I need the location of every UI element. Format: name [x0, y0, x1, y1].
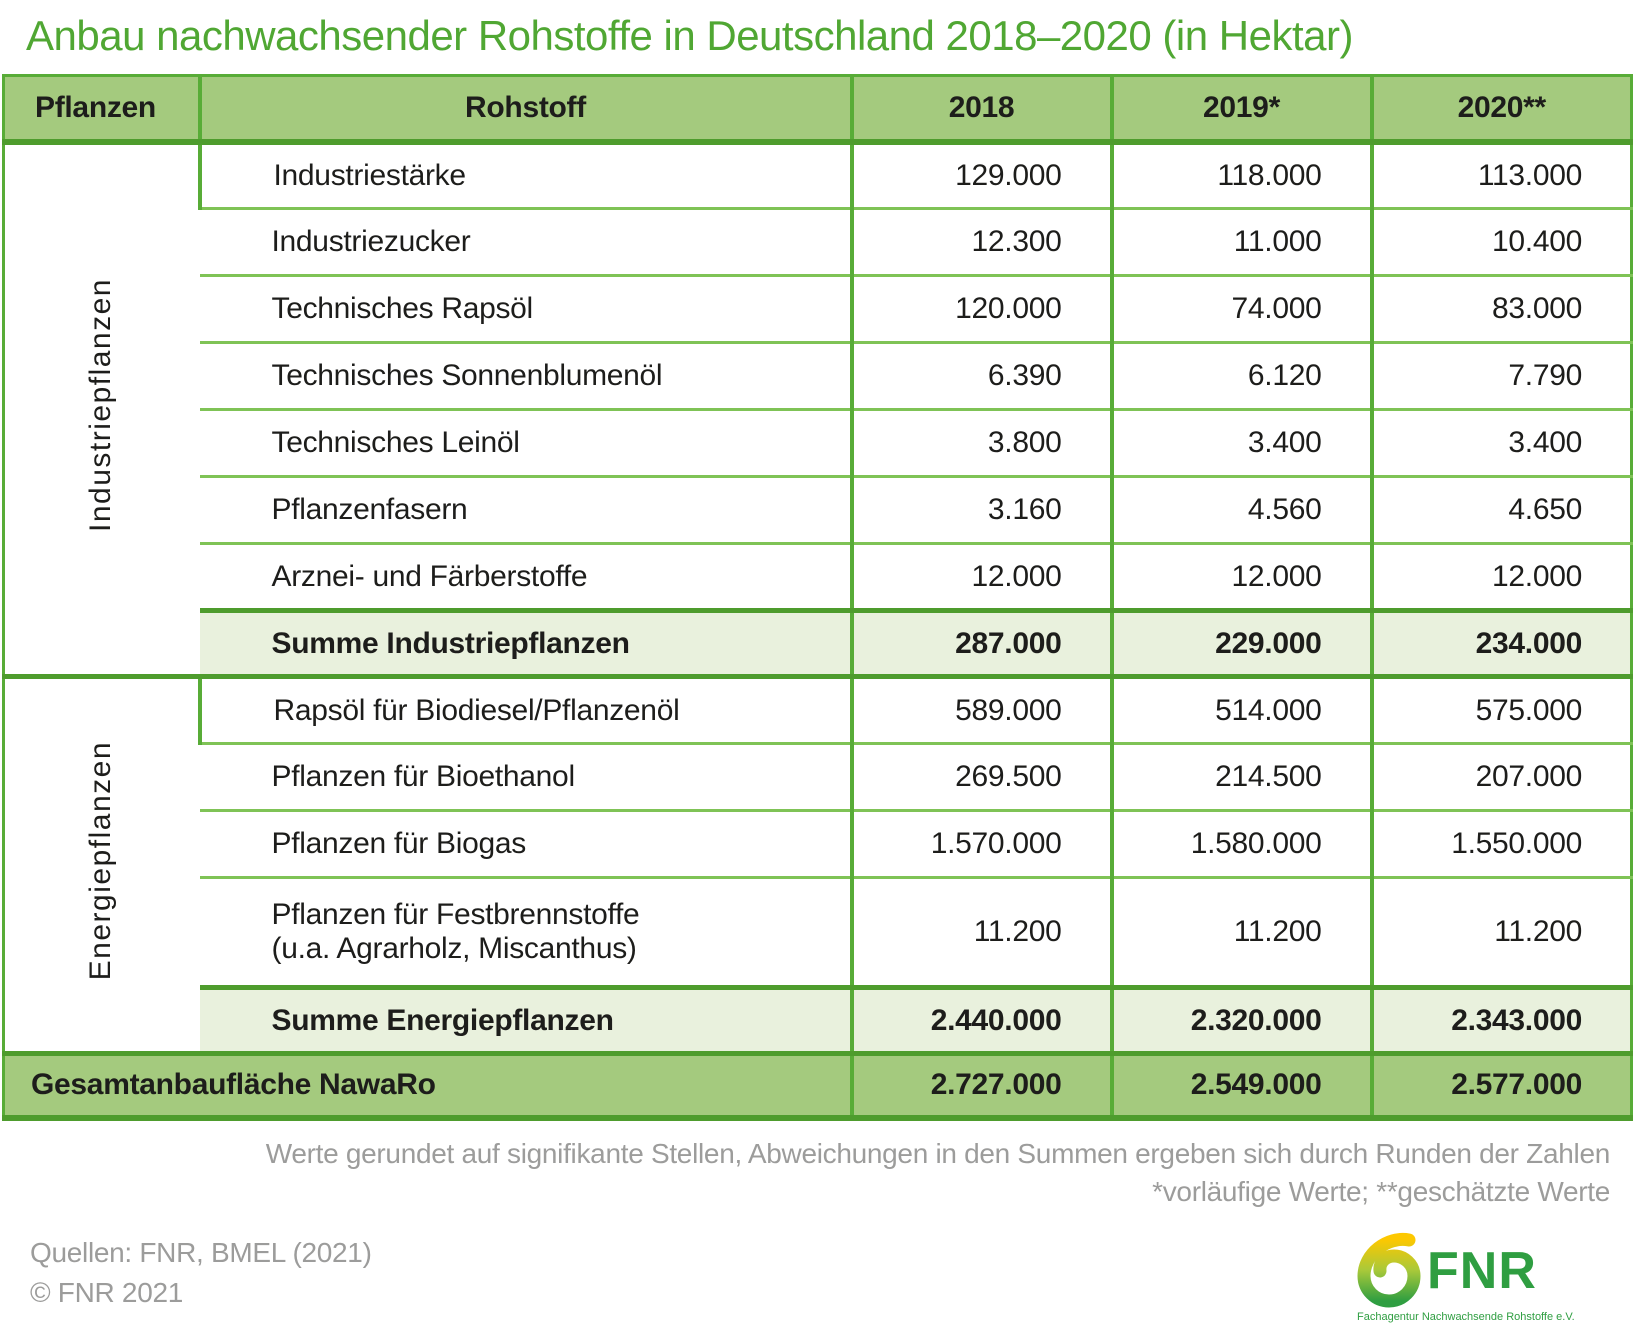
table-row: [4, 343, 1632, 410]
nawaro-area-table: [2, 74, 1633, 1121]
footnote-asterisks: *vorläufige Werte; **geschätzte Werte: [1152, 1175, 1610, 1207]
cell-value-2018: 12.300: [852, 209, 1112, 276]
cell-rohstoff: Technisches Leinöl: [200, 410, 852, 477]
cell-rohstoff: Pflanzenfasern: [200, 477, 852, 544]
table-row: [4, 477, 1632, 544]
sources: [30, 1233, 372, 1313]
col-header-2018: 2018: [852, 76, 1112, 142]
cell-value-2019: 3.400: [1112, 410, 1372, 477]
table-header-row: [4, 76, 1632, 142]
cell-value-2020: 12.000: [1372, 544, 1632, 611]
table-row: [4, 544, 1632, 611]
bottom-row: [0, 1211, 1630, 1323]
cell-rohstoff: Rapsöl für Biodiesel/Pflanzenöl: [200, 677, 852, 744]
cell-value-2019: 4.560: [1112, 477, 1372, 544]
cell-rohstoff: Arznei- und Färberstoffe: [200, 544, 852, 611]
cell-value-2018: 12.000: [852, 544, 1112, 611]
cell-value-2018: 269.500: [852, 744, 1112, 811]
cell-value-2020: 11.200: [1372, 878, 1632, 988]
cell-value-2018: 3.160: [852, 477, 1112, 544]
sum-row-energiepflanzen: [4, 988, 1632, 1054]
table-row: [4, 677, 1632, 744]
cell-value-2020: 4.650: [1372, 477, 1632, 544]
sum-value-2020: 2.343.000: [1372, 988, 1632, 1054]
cell-value-2019: 12.000: [1112, 544, 1372, 611]
table-row: [4, 410, 1632, 477]
total-value-2019: 2.549.000: [1112, 1054, 1372, 1118]
cell-rohstoff: Pflanzen für Bioethanol: [200, 744, 852, 811]
sum-value-2018: 2.440.000: [852, 988, 1112, 1054]
cell-value-2020: 10.400: [1372, 209, 1632, 276]
cell-value-2018: 129.000: [852, 142, 1112, 209]
cell-value-2019: 214.500: [1112, 744, 1372, 811]
col-header-2019: 2019*: [1112, 76, 1372, 142]
cell-value-2019: 74.000: [1112, 276, 1372, 343]
table-row: [4, 744, 1632, 811]
rohstoff-line1: Pflanzen für Festbrennstoffe: [271, 898, 640, 931]
group-label-industriepflanzen: Industriepflanzen: [84, 278, 118, 533]
table-row: [4, 209, 1632, 276]
cell-value-2019: 11.200: [1112, 878, 1372, 988]
table-row: [4, 276, 1632, 343]
sum-value-2019: 2.320.000: [1112, 988, 1372, 1054]
group-label-energiepflanzen: Energiepflanzen: [84, 741, 118, 981]
group-cell-energiepflanzen: [4, 677, 200, 1054]
table-row: [4, 878, 1632, 988]
fnr-logo-text: FNR: [1427, 1241, 1537, 1300]
table-row: [4, 811, 1632, 878]
cell-rohstoff: Technisches Rapsöl: [200, 276, 852, 343]
source-line: Quellen: FNR, BMEL (2021): [30, 1236, 372, 1268]
cell-value-2018: 3.800: [852, 410, 1112, 477]
cell-rohstoff: Pflanzen für Biogas: [200, 811, 852, 878]
sum-row-industriepflanzen: [4, 611, 1632, 677]
group-cell-industriepflanzen: [4, 142, 200, 677]
fnr-logo: [1357, 1233, 1612, 1323]
total-value-2020: 2.577.000: [1372, 1054, 1632, 1118]
fnr-swoosh-icon: [1357, 1233, 1421, 1309]
cell-value-2019: 11.000: [1112, 209, 1372, 276]
cell-value-2020: 207.000: [1372, 744, 1632, 811]
page-title: Anbau nachwachsender Rohstoffe in Deutschland 2018–2020 (in Hektar): [26, 12, 1353, 59]
cell-rohstoff: Industriezucker: [200, 209, 852, 276]
col-header-pflanzen: Pflanzen: [4, 76, 200, 142]
footnote-rounding: Werte gerundet auf signifikante Stellen, Abweichungen in den Summen ergeben sich durch Runden der Zahlen: [265, 1137, 1610, 1169]
rohstoff-line2: (u.a. Agrarholz, Miscanthus): [271, 932, 637, 965]
cell-value-2018: 589.000: [852, 677, 1112, 744]
cell-value-2018: 6.390: [852, 343, 1112, 410]
cell-value-2019: 514.000: [1112, 677, 1372, 744]
cell-rohstoff: Industriestärke: [200, 142, 852, 209]
fnr-logo-top: [1357, 1233, 1537, 1309]
sum-value-2018: 287.000: [852, 611, 1112, 677]
total-value-2018: 2.727.000: [852, 1054, 1112, 1118]
sum-value-2019: 229.000: [1112, 611, 1372, 677]
col-header-rohstoff: Rohstoff: [200, 76, 852, 142]
sum-label: Summe Industriepflanzen: [200, 611, 852, 677]
footnotes: [0, 1135, 1630, 1211]
cell-value-2020: 83.000: [1372, 276, 1632, 343]
table-row: [4, 142, 1632, 209]
cell-value-2020: 113.000: [1372, 142, 1632, 209]
cell-value-2020: 1.550.000: [1372, 811, 1632, 878]
cell-rohstoff: Technisches Sonnenblumenöl: [200, 343, 852, 410]
cell-value-2020: 3.400: [1372, 410, 1632, 477]
sum-label: Summe Energiepflanzen: [200, 988, 852, 1054]
cell-value-2019: 6.120: [1112, 343, 1372, 410]
cell-value-2020: 7.790: [1372, 343, 1632, 410]
cell-value-2018: 120.000: [852, 276, 1112, 343]
cell-rohstoff: [200, 878, 852, 988]
cell-value-2018: 11.200: [852, 878, 1112, 988]
cell-value-2020: 575.000: [1372, 677, 1632, 744]
copyright-line: © FNR 2021: [30, 1276, 184, 1308]
total-row: [4, 1054, 1632, 1118]
col-header-2020: 2020**: [1372, 76, 1632, 142]
total-label: Gesamtanbaufläche NawaRo: [4, 1054, 852, 1118]
fnr-logo-tagline: Fachagentur Nachwachsende Rohstoffe e.V.: [1357, 1310, 1575, 1323]
cell-value-2019: 118.000: [1112, 142, 1372, 209]
sum-value-2020: 234.000: [1372, 611, 1632, 677]
cell-value-2018: 1.570.000: [852, 811, 1112, 878]
cell-value-2019: 1.580.000: [1112, 811, 1372, 878]
